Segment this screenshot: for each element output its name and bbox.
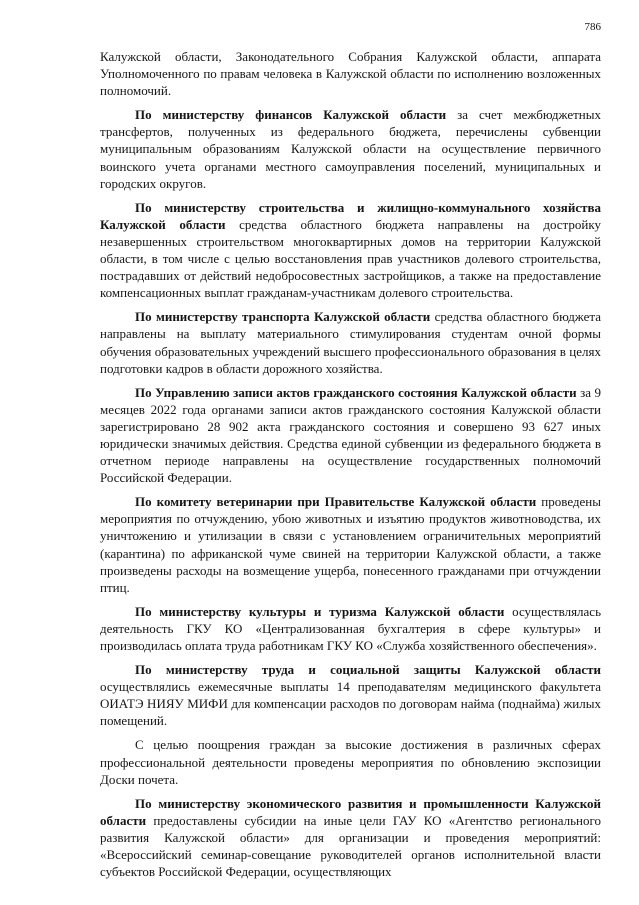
paragraph-1 (100, 48, 601, 99)
paragraph-4 (100, 308, 601, 376)
paragraph-heading: По министерству труда и социальной защиты Калужской области (135, 662, 601, 678)
paragraph-text: предоставлены субсидии на иные цели ГАУ КО «Агентство регионального развития Калужской области» для организации и проведения мероприятий: «Всероссийский семинар-совещание руководителей органов исполнительной власти субъектов Российской Федерации, осуществляющих (100, 812, 601, 880)
paragraph-8 (100, 661, 601, 729)
paragraph-3 (100, 199, 601, 302)
document-body (100, 48, 601, 887)
paragraph-heading: По министерству экономического развития и промышленности Калужской области (100, 795, 601, 828)
paragraph-heading: По комитету ветеринарии при Правительстве Калужской области (135, 494, 537, 510)
paragraph-text: за счет межбюджетных трансфертов, полученных из федерального бюджета, перечислены субвенции муниципальным образованиям Калужской области на осуществление первичного воинского учета органами местного самоуправления поселений, муниципальных и городских округов. (100, 107, 601, 191)
paragraph-text: Калужской области, Законодательного Собрания Калужской области, аппарата Уполномоченного по правам человека в Калужской области по исполнению возложенных полномочий. (100, 49, 601, 99)
paragraph-7 (100, 603, 601, 654)
paragraph-text: С целью поощрения граждан за высокие достижения в различных сферах профессиональной деятельности проведены мероприятия по обновлению экспозиции Доски почета. (100, 737, 601, 787)
paragraph-text: проведены мероприятия по отчуждению, убою животных и изъятию продуктов животноводства, их уничтожению и утилизации в связи с установлением ограничительных мероприятий (карантина) по африканской чуме свиней на территории Калужской области, а также произведены расходы на возмещение ущерба, понесенного гражданами при отчуждении птиц. (100, 494, 601, 595)
page-number: 786 (584, 21, 601, 33)
paragraph-9 (100, 736, 601, 787)
paragraph-text: осуществлялась деятельность ГКУ КО «Централизованная бухгалтерия в сфере культуры» и производилась оплата труда работникам ГКУ КО «Служба хозяйственного обеспечения». (100, 603, 602, 653)
paragraph-heading: По министерству культуры и туризма Калужской области (135, 603, 505, 619)
paragraph-text: средства областного бюджета направлены на выплату материального стимулирования студентам очной формы обучения образовательных учреждений высшего профессионального образования в целях подготовки кадров в области дорожного хозяйства. (100, 309, 601, 376)
paragraph-heading: По министерству транспорта Калужской области (135, 309, 431, 325)
paragraph-text: за 9 месяцев 2022 года органами записи актов гражданского состояния Калужской области зарегистрировано 28 902 акта гражданского состояния и совершено 93 627 иных юридически значимых действия. Средства единой субвенции из федерального бюджета в отчетном периоде направлены на осуществление государственных полномочий Российской Федерации. (100, 384, 601, 486)
paragraph-heading: По министерству строительства и жилищно-коммунального хозяйства Калужской области (100, 199, 601, 232)
paragraph-5 (100, 384, 601, 487)
paragraph-text: средства областного бюджета направлены на достройку незавершенных строительством многоквартирных домов на территории Калужской области, в том числе с целью восстановления прав участников долевого строительства, пострадавших от действий недобросовестных застройщиков, а также на предоставление компенсационных выплат гражданам-участникам долевого строительства. (100, 216, 601, 301)
paragraph-6 (100, 493, 601, 596)
paragraph-2 (100, 106, 601, 191)
paragraph-text: осуществлялись ежемесячные выплаты 14 преподавателям медицинского факультета ОИАТЭ НИЯУ МИФИ для компенсации расходов по договорам найма (поднайма) жилых помещений. (100, 679, 601, 729)
paragraph-10 (100, 795, 601, 880)
paragraph-heading: По Управлению записи актов гражданского состояния Калужской области (135, 384, 577, 400)
paragraph-heading: По министерству финансов Калужской области (135, 107, 447, 123)
